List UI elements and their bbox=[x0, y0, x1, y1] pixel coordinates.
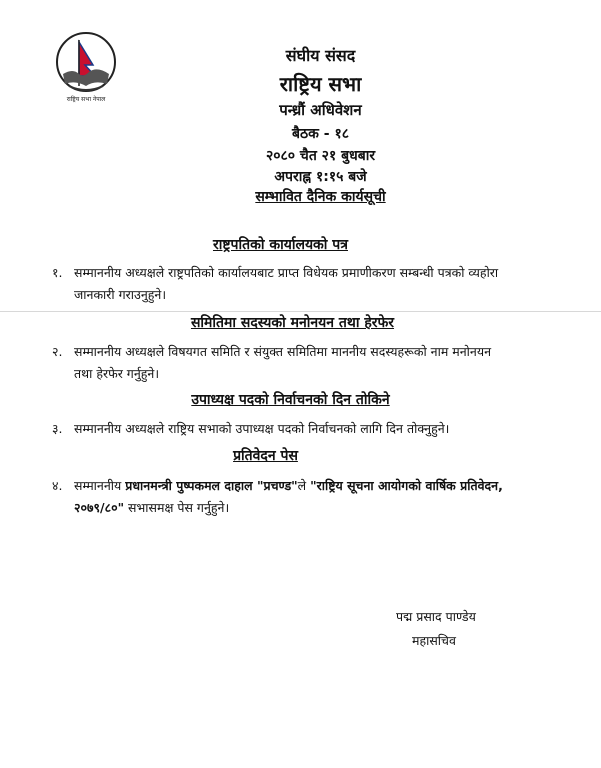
item-text-mid: ले bbox=[297, 478, 311, 493]
header-meeting-number: बैठक - १८ bbox=[292, 126, 349, 142]
agenda-item-1 bbox=[52, 262, 512, 306]
agenda-item-4 bbox=[52, 475, 512, 519]
header-national-assembly: राष्ट्रिय सभा bbox=[279, 72, 362, 96]
item-text: सम्माननीय अध्यक्षले राष्ट्रिय सभाको उपाध्यक्ष पदको निर्वाचनको लागि दिन तोक्नुहुने। bbox=[74, 421, 450, 436]
signatory-title: महासचिव bbox=[412, 633, 456, 648]
section-title-committee-nomination: समितिमा सदस्यको मनोनयन तथा हेरफेर bbox=[190, 315, 395, 331]
agenda-item-2 bbox=[52, 341, 512, 385]
item-number: ४. bbox=[52, 478, 63, 493]
header-federal-parliament: संघीय संसद bbox=[285, 46, 356, 65]
header-session: पन्ध्रौं अधिवेशन bbox=[279, 101, 362, 119]
header-date: २०८० चैत २१ बुधबार bbox=[265, 148, 376, 164]
item-text-prefix: सम्माननीय bbox=[74, 478, 126, 493]
logo-caption: राष्ट्रिय सभा नेपाल bbox=[66, 96, 106, 103]
item-number: ३. bbox=[52, 421, 63, 436]
header-agenda-title: सम्भावित दैनिक कार्यसूची bbox=[255, 189, 386, 205]
item-text: सम्माननीय अध्यक्षले राष्ट्रपतिको कार्यालयबाट प्राप्त विधेयक प्रमाणीकरण सम्बन्धी पत्रको व्यहोरा जानकारी गराउनुहुने। bbox=[74, 265, 499, 302]
section-title-vice-chair-election: उपाध्यक्ष पदको निर्वाचनको दिन तोकिने bbox=[191, 392, 390, 408]
item-text-suffix: सभासमक्ष पेस गर्नुहुने। bbox=[124, 500, 230, 515]
item-text bbox=[74, 475, 512, 519]
page-fold-line bbox=[0, 311, 601, 312]
signatory-name: पद्म प्रसाद पाण्डेय bbox=[396, 609, 476, 624]
header-time: अपराह्न १:१५ बजे bbox=[274, 169, 367, 185]
item-text-report-title: "राष्ट्रिय सूचना आयोगको वार्षिक प्रतिवेदन, २०७९/८०" bbox=[74, 478, 503, 515]
agenda-item-3 bbox=[52, 418, 512, 440]
item-number: २. bbox=[52, 344, 63, 359]
item-number: १. bbox=[52, 265, 63, 280]
section-title-president-office-letter: राष्ट्रपतिको कार्यालयको पत्र bbox=[212, 237, 348, 253]
section-title-report-submission: प्रतिवेदन पेस bbox=[233, 448, 298, 464]
item-text: सम्माननीय अध्यक्षले विषयगत समिति र संयुक्त समितिमा माननीय सदस्यहरूको नाम मनोनयन तथा हेरफेर गर्नुहुने। bbox=[74, 344, 492, 381]
item-text-pm-name: प्रधानमन्त्री पुष्पकमल दाहाल "प्रचण्ड" bbox=[125, 478, 298, 493]
